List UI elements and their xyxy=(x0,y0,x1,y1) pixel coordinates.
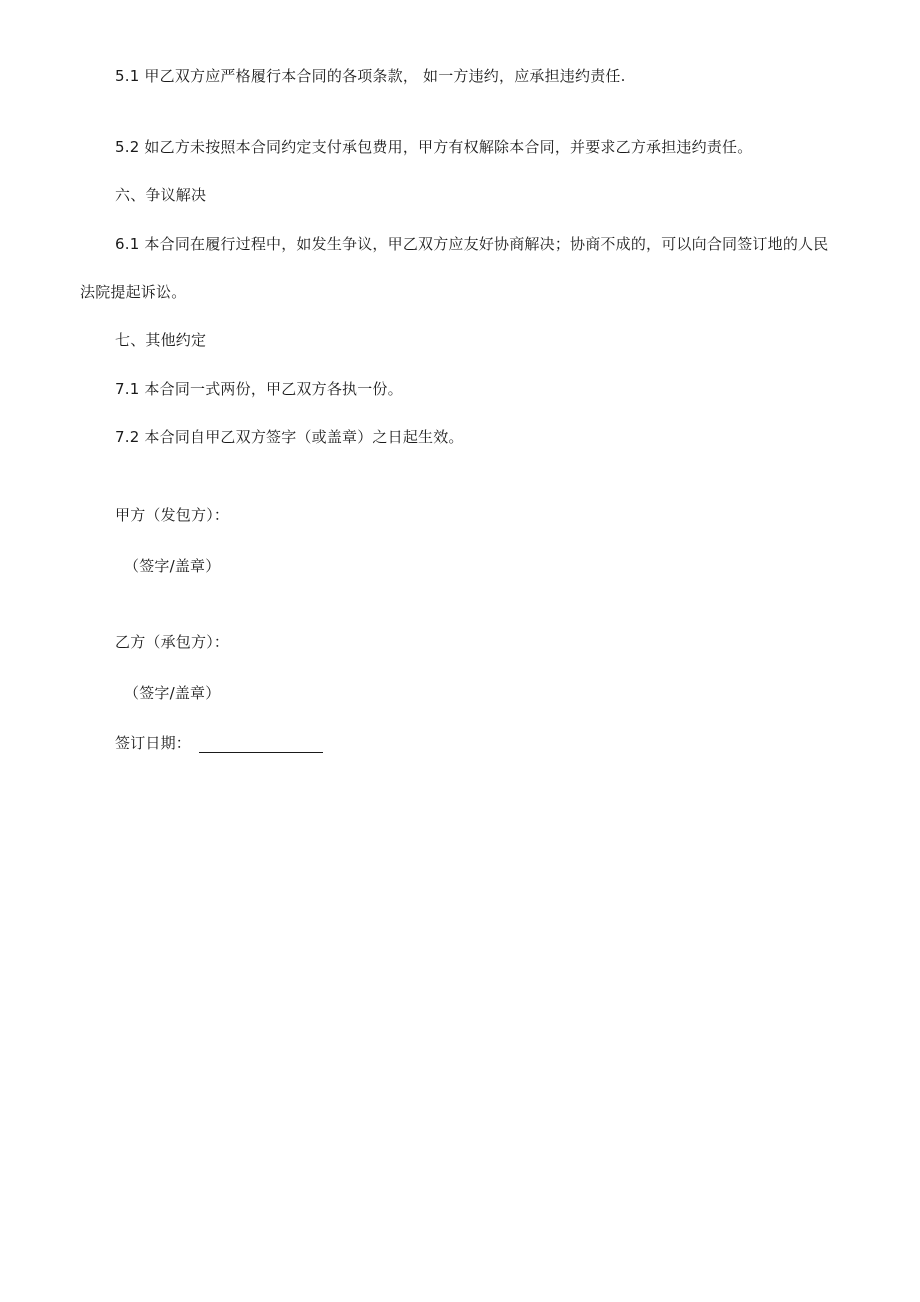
clause-5-1: 5.1 甲乙双方应严格履行本合同的各项条款， 如一方违约，应承担违约责任. xyxy=(115,67,626,85)
party-a-signature: （签字/盖章） xyxy=(124,557,221,575)
section-6-heading: 六、争议解决 xyxy=(115,186,207,204)
party-b-signature: （签字/盖章） xyxy=(124,684,221,702)
clause-5-2: 5.2 如乙方未按照本合同约定支付承包费用，甲方有权解除本合同，并要求乙方承担违约责任。 xyxy=(115,138,753,156)
clause-6-1-line-1: 6.1 本合同在履行过程中，如发生争议，甲乙双方应友好协商解决；协商不成的，可以向合同签订地的人民 xyxy=(115,235,829,253)
clause-7-1: 7.1 本合同一式两份，甲乙双方各执一份。 xyxy=(115,380,403,398)
section-7-heading: 七、其他约定 xyxy=(115,331,207,349)
clause-6-1-line-2: 法院提起诉讼。 xyxy=(80,283,187,301)
clause-7-2: 7.2 本合同自甲乙双方签字（或盖章）之日起生效。 xyxy=(115,428,464,446)
sign-date-blank xyxy=(199,737,323,753)
sign-date-row xyxy=(115,733,323,753)
sign-date-label: 签订日期： xyxy=(115,734,192,752)
party-b-label: 乙方（承包方）： xyxy=(115,633,230,651)
party-a-label: 甲方（发包方）： xyxy=(115,506,230,524)
